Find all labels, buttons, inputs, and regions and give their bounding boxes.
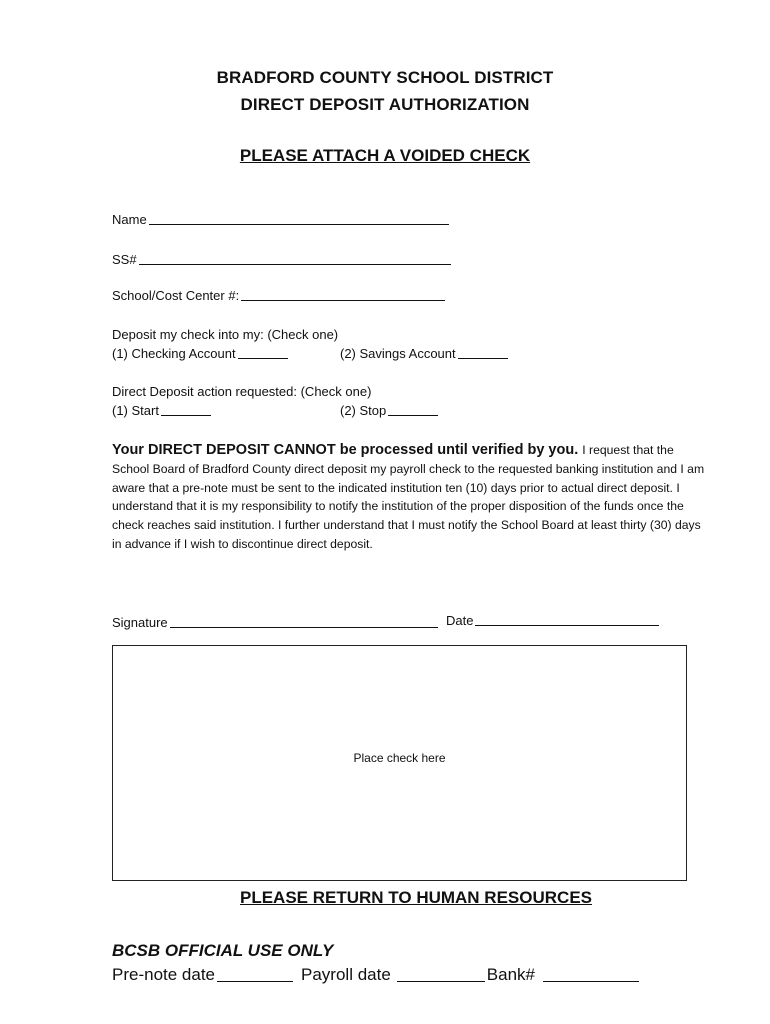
name-input-line[interactable] [149,223,449,225]
name-field [112,212,449,227]
action-prompt: Direct Deposit action requested: (Check one) [112,384,372,399]
ss-label: SS# [112,252,137,267]
prenote-input-line[interactable] [217,980,293,982]
form-title: DIRECT DEPOSIT AUTHORIZATION [240,95,530,114]
ss-field [112,252,451,267]
district-title: BRADFORD COUNTY SCHOOL DISTRICT [216,68,554,87]
start-label: (1) Start [112,403,159,418]
savings-option [340,346,508,361]
signature-field [112,615,438,630]
bank-input-line[interactable] [543,980,639,982]
deposit-prompt: Deposit my check into my: (Check one) [112,327,339,342]
date-field [446,613,659,628]
official-use-fields [112,965,639,985]
stop-option [340,403,438,418]
prenote-label: Pre-note date [112,965,216,984]
stop-label: (2) Stop [340,403,387,418]
name-label: Name [112,212,147,227]
date-input-line[interactable] [475,624,659,626]
ss-input-line[interactable] [139,263,451,265]
return-notice: PLEASE RETURN TO HUMAN RESOURCES [240,888,592,907]
signature-label: Signature [112,615,168,630]
authorization-text: I request that the School Board of Bradford County direct deposit my payroll check to the requested banking institution and I am aware that a pre-note must be sent to the indicated institution ten (10) days prior to actual direct deposit. I understand that it is my responsibility to notify the institution of the proper disposition of the funds once the check reaches said institution. I further understand that I must notify the School Board at least thirty (30) days in advance if I wish to discontinue direct deposit. [112,443,705,551]
verification-warning: Your DIRECT DEPOSIT CANNOT be processed until verified by you. [112,442,583,458]
school-field [112,288,445,303]
start-option [112,403,211,418]
savings-input-line[interactable] [458,357,508,359]
attach-check-notice: PLEASE ATTACH A VOIDED CHECK [239,146,531,165]
signature-input-line[interactable] [170,626,438,628]
date-label: Date [446,613,474,628]
stop-input-line[interactable] [388,414,438,416]
official-use-heading: BCSB OFFICIAL USE ONLY [112,941,334,960]
school-label: School/Cost Center #: [112,288,240,303]
checking-option [112,346,288,361]
bank-label: Bank# [486,965,535,984]
payroll-input-line[interactable] [397,980,485,982]
payroll-label: Payroll date [301,965,391,984]
checking-input-line[interactable] [238,357,288,359]
savings-label: (2) Savings Account [340,346,456,361]
school-input-line[interactable] [241,299,445,301]
start-input-line[interactable] [161,414,211,416]
authorization-paragraph [112,441,712,554]
checking-label: (1) Checking Account [112,346,236,361]
place-check-label: Place check here [353,751,446,765]
